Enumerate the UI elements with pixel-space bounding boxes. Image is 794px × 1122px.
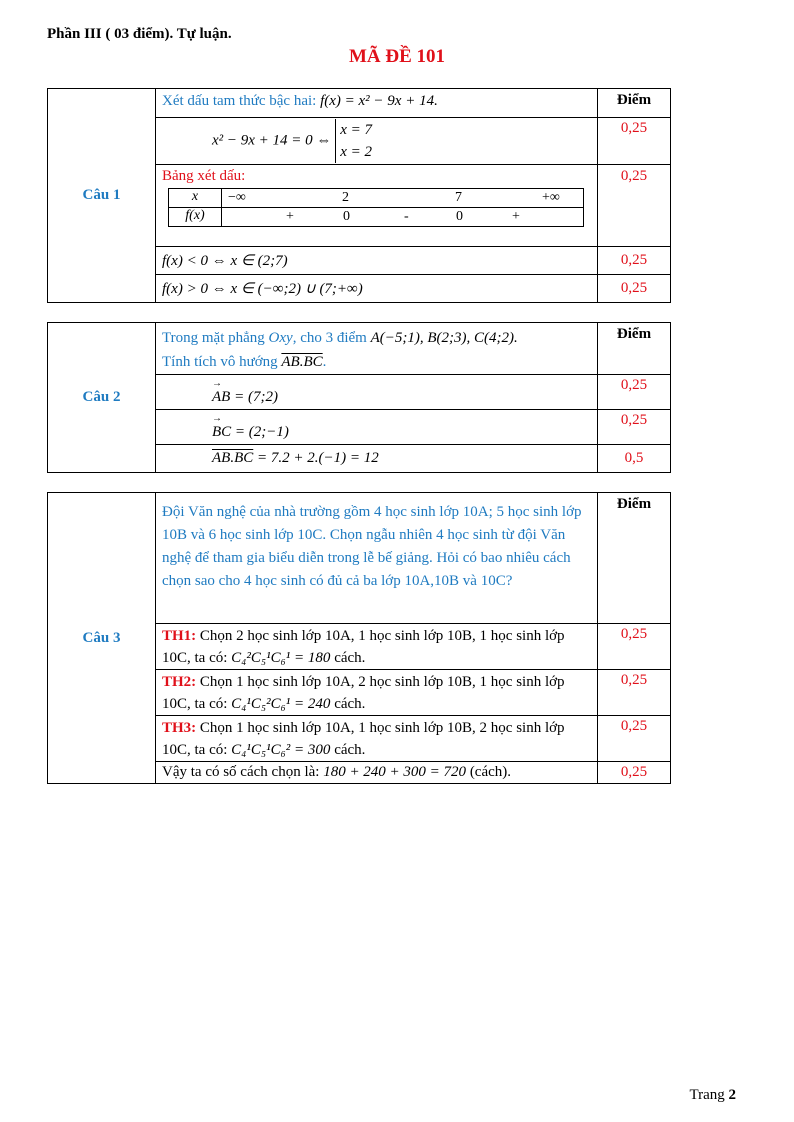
section-title: Phần III ( 03 điểm). Tự luận.: [47, 26, 232, 42]
sign-table: [168, 188, 584, 227]
case-3: TH3: Chọn 1 học sinh lớp 10A, 1 học sinh lớp 10B, 2 học sinh lớp 10C, ta có: C₄¹C₅¹C₆² = 300 cách.: [156, 716, 598, 762]
sign-table-title: Bảng xét dấu:: [162, 168, 246, 184]
vector-ab: → AB = (7;2): [156, 375, 598, 410]
x-pos-inf: +∞: [542, 190, 560, 205]
question-1-table: [47, 88, 671, 303]
q1-positive-score: 0,25: [598, 275, 671, 303]
case-1: TH1: Chọn 2 học sinh lớp 10A, 1 học sinh lớp 10B, 1 học sinh lớp 10C, ta có: C₄²C₅¹C₆¹ = 180 cách.: [156, 624, 598, 670]
exam-code-title: MÃ ĐỀ 101: [348, 46, 446, 67]
score-header: Điểm: [598, 323, 671, 375]
conclusion: Vậy ta có số cách chọn là: 180 + 240 + 300 = 720 (cách).: [156, 762, 598, 784]
question-3-prompt: Đội Văn nghệ của nhà trường gồm 4 học sinh lớp 10A; 5 học sinh lớp 10B và 6 học sinh lớp 10C. Chọn ngẫu nhiên 4 học sinh từ đội Văn nghệ để tham gia biểu diễn trong lễ bế giảng. Hỏi có bao nhiêu cách chọn sao cho 4 học sinh có đủ cả ba lớp 10A,10B và 10C?: [156, 493, 598, 624]
sign-table-f-row: [222, 208, 584, 227]
q1-negative-interval: f(x) < 0 ⇔ x ∈ (2;7): [156, 247, 598, 275]
question-3-table: [47, 492, 671, 784]
question-2-prompt: Trong mặt phẳng Oxy, cho 3 điểm A(−5;1), B(2;3), C(4;2). Tính tích vô hướng AB.BC.: [156, 323, 598, 375]
roots-bracket: x = 7 x = 2: [335, 119, 372, 163]
vector-bc: → BC = (2;−1): [156, 410, 598, 445]
case-2-score: 0,25: [598, 670, 671, 716]
case-3-score: 0,25: [598, 716, 671, 762]
q1-step-roots: x² − 9x + 14 = 0 ⇔ x = 7 x = 2: [156, 118, 598, 165]
case-2: TH2: Chọn 1 học sinh lớp 10A, 2 học sinh lớp 10B, 1 học sinh lớp 10C, ta có: C₄¹C₅²C₆¹ = 240 cách.: [156, 670, 598, 716]
sign-zero-2: 0: [343, 209, 350, 224]
sign-minus: -: [404, 209, 409, 224]
x-neg-inf: −∞: [228, 190, 246, 205]
sign-table-x-label: x: [169, 189, 222, 208]
score-header: Điểm: [598, 493, 671, 624]
sign-plus-left: +: [286, 209, 294, 224]
q1-positive-interval: f(x) > 0 ⇔ x ∈ (−∞;2) ∪ (7;+∞): [156, 275, 598, 303]
q1-sign-table-cell: [156, 165, 598, 247]
question-1-prompt: Xét dấu tam thức bậc hai: f(x) = x² − 9x + 14.: [156, 89, 598, 118]
sign-zero-7: 0: [456, 209, 463, 224]
q1-sign-table-score: 0,25: [598, 165, 671, 247]
question-2-label: Câu 2: [48, 323, 156, 473]
conclusion-score: 0,25: [598, 762, 671, 784]
x-root-2: 2: [342, 190, 349, 205]
dot-product-score: 0,5: [598, 445, 671, 473]
case-1-score: 0,25: [598, 624, 671, 670]
page-number: Trang 2: [689, 1087, 736, 1103]
q1-step-roots-score: 0,25: [598, 118, 671, 165]
vector-ab-score: 0,25: [598, 375, 671, 410]
x-root-7: 7: [455, 190, 462, 205]
vector-bc-score: 0,25: [598, 410, 671, 445]
sign-table-f-label: f(x): [169, 208, 222, 227]
sign-table-x-row: [222, 189, 584, 208]
sign-plus-right: +: [512, 209, 520, 224]
dot-product: AB.BC = 7.2 + 2.(−1) = 12: [156, 445, 598, 473]
question-1-label: Câu 1: [48, 89, 156, 303]
q1-negative-score: 0,25: [598, 247, 671, 275]
question-3-label: Câu 3: [48, 493, 156, 784]
question-2-table: [47, 322, 671, 473]
score-header: Điểm: [598, 89, 671, 118]
